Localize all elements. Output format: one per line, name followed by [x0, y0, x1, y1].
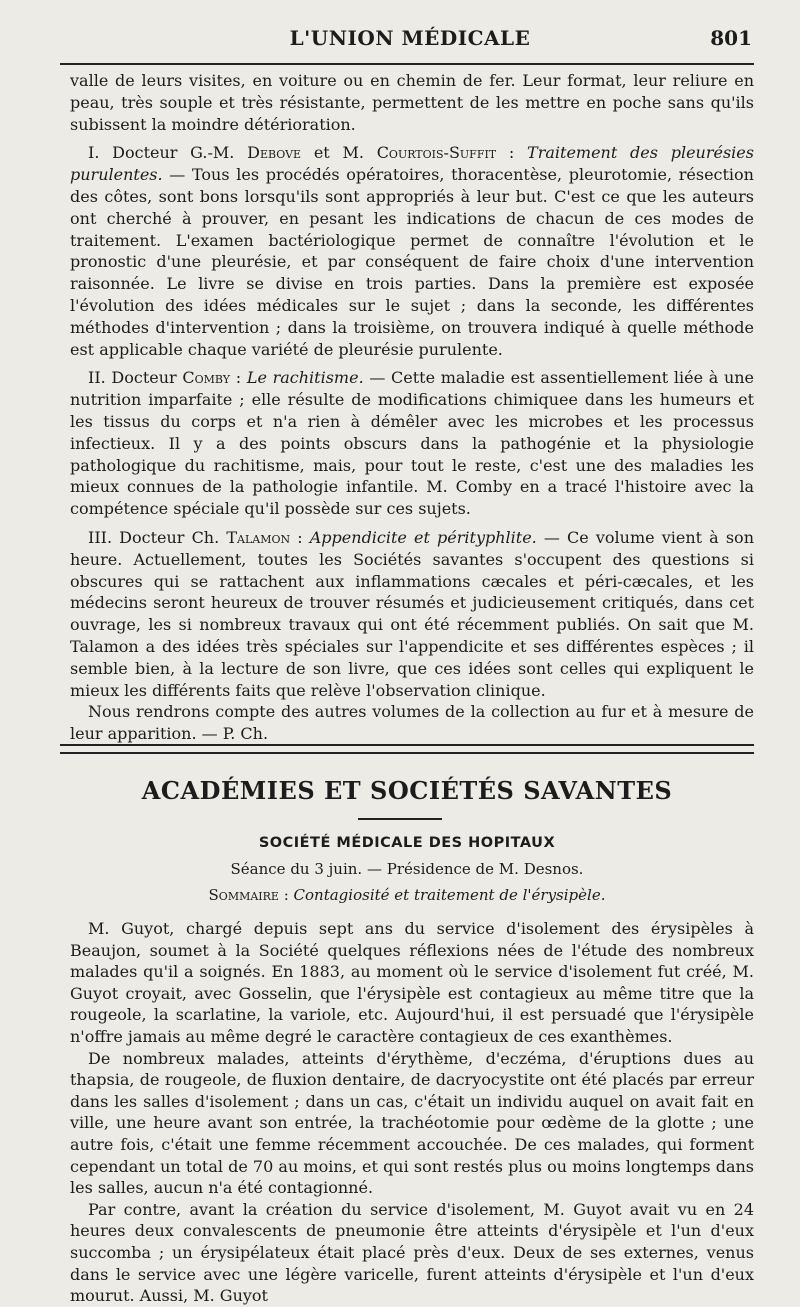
page-number: 801: [710, 26, 752, 50]
section-title: ACADÉMIES ET SOCIÉTÉS SAVANTES: [141, 776, 673, 805]
summary-line: Sommaire : Contagiosité et traitement de l'érysipèle.: [208, 886, 606, 904]
report-paragraph-2: De nombreux malades, atteints d'érythème, d'eczéma, d'éruptions dues au thapsia, de rougeole, de fluxion dentaire, de dacryocystite ont été placés par erreur dans les salles d'isolement ; dans un cas, c'était un individu auquel on avait fait en ville, une heure avant son entrée, la trachéotomie pour œdème de la glotte ; une autre fois, c'était une femme récemment accouchée. De ces malades, qui forment cependant un total de 70 au moins, et qui sont restés plus ou moins longtemps dans les salles, aucun n'a été contagionné.: [70, 1048, 754, 1198]
review-3-title: Appendicite et pérityphlite.: [309, 527, 537, 547]
review-1-title: Traitement des pleurésies purulentes.: [70, 143, 754, 185]
review-3: III. Docteur Ch. Talamon : Appendicite et pérityphlite. — Ce volume vient à son heure. Actuellement, toutes les Sociétés savantes s'occupent des questions si obscures qui se rattachent aux inflammations cæcales et péri-cæcales, et les médecins seront heureux de trouver résumés et judicieusement critiqués, dans cet ouvrage, les si nombreux travaux qui ont été récemment publiés. On sait que M. Talamon a des idées très spéciales sur l'appendicite et ses différentes espèces ; il semble bien, à la lecture de son livre, que ces idées sont celles qui expliquent le mieux les différents faits que relève l'observation clinique.: [70, 527, 754, 700]
review-1: I. Docteur G.-M. Debove et M. Courtois-Suffit : Traitement des pleurésies purulentes. — Tous les procédés opératoires, thoracentèse, pleurotomie, résection des côtes, sont bons lorsqu'ils sont appropriés à leur but. C'est ce que les auteurs ont cherché à prouver, en pesant les indications de chacun de ces modes de traitement. L'examen bactériologique permet de connaître l'évolution et le pronostic d'une pleurésie, et par conséquent de faire choix d'une intervention raisonnée. Le livre se divise en trois parties. Dans la première est exposée l'évolution des idées médicales sur le sujet ; dans la seconde, les différentes méthodes d'intervention ; dans la troisième, on trouvera indiqué à quelle méthode est applicable chaque variété de pleurésie purulente.: [70, 143, 754, 359]
review-2-title: Le rachitisme.: [246, 368, 364, 388]
header-rule: [60, 63, 754, 65]
running-header: [68, 26, 752, 60]
section-divider: [60, 744, 754, 754]
report-paragraph-3: Par contre, avant la création du service d'isolement, M. Guyot avait vu en 24 heures deux convalescents de pneumonie être atteints d'érysipèle et l'un d'eux succomba ; un érysipélateux était placé près d'eux. Deux de ses externes, venus dans le service avec une légère varicelle, furent atteints d'érysipèle et l'un d'eux mourut. Aussi, M. Guyot: [70, 1199, 754, 1306]
review-2: II. Docteur Comby : Le rachitisme. — Cette maladie est assentiellement liée à une nutrition imparfaite ; elle résulte de modifications chimiquee dans les humeurs et les tissus du corps et n'a rien à démêler avec les microbes et les processus infectieux. Il y a des points obscurs dans la pathogénie et la physiologie pathologique du rachitisme, mais, pour tout le reste, c'est une des maladies les mieux connues de la pathologie infantile. M. Comby en a tracé l'histoire avec la compétence spéciale qu'il possède sur ces sujets.: [70, 368, 755, 519]
reviews-column: [70, 70, 754, 745]
session-report: [70, 918, 754, 1307]
society-title: SOCIÉTÉ MÉDICALE DES HOPITAUX: [258, 835, 556, 851]
session-line: Séance du 3 juin. — Présidence de M. Desnos.: [230, 860, 584, 878]
section-title-rule: [358, 818, 442, 820]
journal-title: L'UNION MÉDICALE: [289, 26, 531, 50]
report-paragraph-1: M. Guyot, chargé depuis sept ans du service d'isolement des érysipèles à Beaujon, soumet à la Société quelques réflexions nées de l'étude des nombreux malades qu'il a soignés. En 1883, au moment où le service d'isolement fut créé, M. Guyot croyait, avec Gosselin, que l'érysipèle est contagieux au même titre que la rougeole, la scarlatine, la variole, etc. Aujourd'hui, il est persuadé que l'érysipèle n'offre jamais au même degré le caractère contagieux de ces exanthèmes.: [70, 919, 754, 1046]
continuation-paragraph: valle de leurs visites, en voiture ou en chemin de fer. Leur format, leur reliure en peau, très souple et très résistante, permettent de les mettre en poche sans qu'ils subissent la moindre détérioration.: [70, 71, 754, 134]
closing-paragraph: Nous rendrons compte des autres volumes de la collection au fur et à mesure de leur apparition. — P. Ch.: [70, 702, 754, 744]
